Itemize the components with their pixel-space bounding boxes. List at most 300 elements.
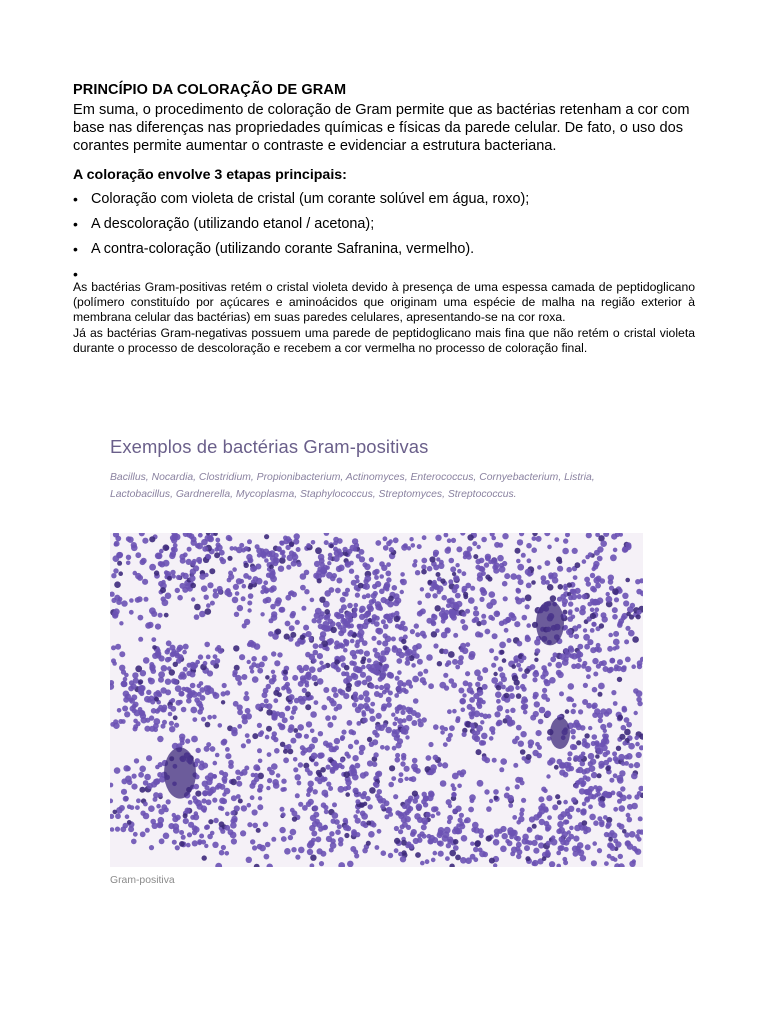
bullet-icon: • (73, 241, 78, 257)
coccus-cell (636, 614, 641, 619)
coccus-cell (546, 795, 552, 801)
coccus-cell (422, 535, 427, 540)
coccus-cell (547, 584, 554, 591)
coccus-cell (306, 801, 312, 807)
coccus-cell (377, 829, 382, 834)
coccus-cell (182, 573, 188, 579)
coccus-cell (593, 672, 598, 677)
coccus-cell (576, 769, 580, 773)
coccus-cell (226, 535, 232, 541)
coccus-cell (113, 722, 120, 729)
cocci-layer (110, 533, 643, 867)
coccus-cell (298, 847, 305, 854)
coccus-cell (350, 846, 356, 852)
coccus-cell (330, 768, 336, 774)
coccus-cell (212, 774, 217, 779)
coccus-cell (437, 762, 442, 767)
coccus-cell (573, 755, 579, 761)
coccus-cell (389, 547, 394, 552)
coccus-cell (274, 600, 281, 607)
coccus-cell (318, 644, 323, 649)
coccus-cell (406, 650, 411, 655)
coccus-cell (256, 548, 262, 554)
coccus-cell (322, 664, 326, 668)
coccus-cell (329, 831, 334, 836)
coccus-cell (449, 558, 455, 564)
coccus-cell (507, 638, 512, 643)
coccus-cell (317, 678, 324, 685)
coccus-cell (283, 676, 288, 681)
coccus-cell (148, 677, 152, 681)
coccus-cell (121, 789, 127, 795)
coccus-cell (532, 750, 538, 756)
coccus-cell (526, 543, 532, 549)
coccus-cell (340, 614, 344, 618)
coccus-cell (122, 706, 128, 712)
coccus-cell (272, 677, 277, 682)
coccus-cell (156, 653, 161, 658)
coccus-cell (249, 665, 254, 670)
coccus-cell (460, 769, 466, 775)
coccus-cell (480, 720, 484, 724)
coccus-cell (498, 681, 503, 686)
coccus-cell (176, 647, 181, 652)
coccus-cell (295, 733, 301, 739)
coccus-cell (575, 607, 580, 612)
coccus-cell (266, 726, 272, 732)
coccus-cell (527, 558, 532, 563)
coccus-cell (618, 863, 625, 867)
coccus-cell (324, 533, 330, 536)
coccus-cell (191, 736, 198, 743)
coccus-cell (560, 839, 566, 845)
coccus-cell (247, 576, 251, 580)
coccus-cell (404, 766, 410, 772)
coccus-cell (528, 840, 533, 845)
coccus-cell (376, 628, 383, 635)
coccus-cell (308, 840, 315, 847)
coccus-cell (443, 649, 449, 655)
coccus-cell (446, 547, 451, 552)
coccus-cell (333, 537, 339, 543)
coccus-cell (251, 780, 257, 786)
coccus-cell (394, 826, 399, 831)
coccus-cell (636, 697, 642, 703)
coccus-cell (413, 698, 419, 704)
coccus-cell (512, 675, 518, 681)
coccus-cell (334, 645, 339, 650)
coccus-cell (522, 687, 527, 692)
coccus-cell (335, 588, 341, 594)
coccus-cell (420, 677, 426, 683)
coccus-cell (455, 563, 459, 567)
coccus-cell (263, 822, 269, 828)
coccus-cell (197, 560, 202, 565)
coccus-cell (395, 597, 402, 604)
coccus-cell (348, 630, 353, 635)
coccus-cell (286, 687, 291, 692)
coccus-cell (271, 763, 278, 770)
coccus-cell (577, 594, 582, 599)
coccus-cell (634, 711, 638, 715)
coccus-cell (111, 598, 116, 603)
coccus-cell (183, 818, 189, 824)
coccus-cell (221, 845, 226, 850)
coccus-cell (356, 809, 360, 813)
coccus-cell (401, 639, 406, 644)
coccus-cell (295, 774, 301, 780)
coccus-cell (263, 688, 269, 694)
coccus-cell (504, 693, 510, 699)
coccus-cell (367, 737, 372, 742)
coccus-cell (210, 660, 216, 666)
coccus-cell (468, 807, 474, 813)
coccus-cell (637, 664, 642, 669)
coccus-cell (186, 559, 192, 565)
coccus-cell (433, 724, 439, 730)
coccus-cell (242, 584, 247, 589)
coccus-cell (250, 795, 255, 800)
coccus-cell (515, 686, 520, 691)
coccus-cell (346, 826, 352, 832)
coccus-cell (412, 798, 418, 804)
coccus-cell (258, 796, 262, 800)
coccus-cell (143, 780, 149, 786)
coccus-cell (344, 592, 349, 597)
coccus-cell (532, 536, 537, 541)
coccus-cell (563, 800, 568, 805)
coccus-cell (582, 820, 588, 826)
coccus-cell (351, 611, 357, 617)
coccus-cell (250, 566, 256, 572)
coccus-cell (560, 811, 566, 817)
coccus-cell (150, 699, 155, 704)
coccus-cell (170, 645, 176, 651)
coccus-cell (311, 675, 317, 681)
coccus-cell (453, 575, 459, 581)
coccus-cell (306, 543, 311, 548)
coccus-cell (114, 581, 121, 588)
coccus-cell (210, 746, 216, 752)
coccus-cell (563, 538, 568, 543)
coccus-cell (202, 791, 207, 796)
coccus-cell (526, 583, 532, 589)
coccus-cell (435, 535, 441, 541)
coccus-cell (617, 777, 624, 784)
coccus-cell (475, 840, 481, 846)
coccus-cell (110, 814, 114, 819)
coccus-cell (288, 694, 294, 700)
coccus-cell (358, 694, 364, 700)
coccus-cell (153, 718, 160, 725)
coccus-cell (126, 561, 131, 566)
coccus-cell (436, 811, 441, 816)
coccus-cell (414, 623, 419, 628)
coccus-cell (597, 773, 602, 778)
coccus-cell (604, 734, 609, 739)
coccus-cell (149, 536, 155, 542)
coccus-cell (384, 582, 390, 588)
coccus-cell (371, 822, 376, 827)
coccus-cell (248, 640, 255, 647)
dark-aggregate (536, 601, 564, 646)
coccus-cell (222, 683, 227, 688)
coccus-cell (118, 597, 123, 602)
coccus-cell (354, 740, 359, 745)
coccus-cell (173, 662, 178, 667)
coccus-cell (317, 848, 323, 854)
coccus-cell (415, 570, 420, 575)
coccus-cell (482, 684, 488, 690)
coccus-cell (575, 562, 581, 568)
coccus-cell (421, 824, 427, 830)
coccus-cell (157, 736, 163, 742)
coccus-cell (481, 589, 488, 596)
coccus-cell (362, 717, 368, 723)
coccus-cell (340, 758, 345, 763)
coccus-cell (570, 744, 576, 750)
coccus-cell (457, 569, 462, 574)
coccus-cell (343, 693, 349, 699)
coccus-cell (362, 623, 368, 629)
coccus-cell (417, 659, 423, 665)
coccus-cell (576, 740, 581, 745)
coccus-cell (241, 743, 246, 748)
coccus-cell (612, 588, 619, 595)
coccus-cell (567, 582, 572, 587)
coccus-cell (524, 845, 530, 851)
coccus-cell (599, 764, 604, 769)
coccus-cell (354, 603, 359, 608)
coccus-cell (441, 595, 447, 601)
coccus-cell (145, 622, 151, 628)
coccus-cell (346, 754, 351, 759)
coccus-cell (204, 746, 210, 752)
coccus-cell (334, 819, 340, 825)
coccus-cell (570, 729, 576, 735)
coccus-cell (603, 533, 609, 537)
coccus-cell (172, 534, 178, 540)
coccus-cell (557, 821, 564, 828)
coccus-cell (402, 626, 408, 632)
coccus-cell (586, 581, 591, 586)
coccus-cell (374, 569, 380, 575)
coccus-cell (219, 821, 225, 827)
coccus-cell (463, 594, 468, 599)
coccus-cell (206, 779, 213, 786)
coccus-cell (376, 665, 382, 671)
coccus-cell (415, 632, 420, 637)
coccus-cell (588, 552, 593, 557)
coccus-cell (508, 803, 513, 808)
coccus-cell (254, 864, 260, 867)
coccus-cell (533, 692, 539, 698)
coccus-cell (518, 741, 524, 747)
coccus-cell (634, 762, 640, 768)
coccus-cell (400, 579, 405, 584)
coccus-cell (179, 583, 185, 589)
coccus-cell (333, 692, 339, 698)
coccus-cell (444, 727, 448, 731)
coccus-cell (219, 850, 225, 856)
coccus-cell (193, 814, 199, 820)
coccus-cell (366, 841, 371, 846)
coccus-cell (305, 768, 310, 773)
coccus-cell (329, 544, 333, 548)
coccus-cell (331, 761, 337, 767)
coccus-cell (485, 629, 491, 635)
coccus-cell (110, 592, 115, 597)
coccus-cell (388, 596, 394, 602)
coccus-cell (201, 585, 208, 592)
coccus-cell (638, 786, 643, 792)
coccus-cell (496, 720, 502, 726)
coccus-cell (256, 828, 261, 833)
coccus-cell (247, 660, 251, 664)
coccus-cell (589, 814, 596, 821)
coccus-cell (363, 583, 370, 590)
coccus-cell (135, 552, 141, 558)
coccus-cell (125, 776, 132, 783)
coccus-cell (311, 540, 316, 545)
coccus-cell (183, 644, 189, 650)
coccus-cell (369, 684, 374, 689)
coccus-cell (365, 796, 370, 801)
coccus-cell (573, 836, 579, 842)
coccus-cell (206, 799, 212, 805)
coccus-cell (200, 695, 206, 701)
coccus-cell (135, 573, 141, 579)
coccus-cell (285, 706, 290, 711)
coccus-cell (313, 650, 319, 656)
coccus-cell (409, 777, 413, 781)
coccus-cell (343, 771, 350, 778)
coccus-cell (612, 751, 617, 756)
coccus-cell (212, 692, 217, 697)
coccus-cell (270, 576, 277, 583)
coccus-cell (272, 779, 279, 786)
coccus-cell (251, 656, 257, 662)
coccus-cell (462, 693, 466, 697)
coccus-cell (281, 812, 286, 817)
coccus-cell (423, 669, 428, 674)
coccus-cell (391, 637, 396, 642)
coccus-cell (476, 725, 483, 732)
coccus-cell (281, 779, 286, 784)
coccus-cell (398, 829, 403, 834)
coccus-cell (158, 581, 164, 587)
coccus-cell (293, 728, 298, 733)
coccus-cell (129, 698, 135, 704)
coccus-cell (266, 709, 272, 715)
coccus-cell (405, 816, 411, 822)
coccus-cell (385, 727, 392, 734)
coccus-cell (567, 757, 572, 762)
coccus-cell (405, 660, 411, 666)
coccus-cell (347, 720, 353, 726)
coccus-cell (292, 675, 298, 681)
coccus-cell (475, 682, 480, 687)
coccus-cell (637, 610, 642, 615)
coccus-cell (449, 609, 455, 615)
coccus-cell (279, 607, 285, 613)
coccus-cell (155, 624, 161, 630)
coccus-cell (401, 544, 407, 550)
coccus-cell (514, 836, 519, 841)
coccus-cell (627, 804, 633, 810)
coccus-cell (369, 708, 375, 714)
coccus-cell (610, 830, 615, 835)
coccus-cell (293, 767, 298, 772)
coccus-cell (204, 825, 209, 830)
coccus-cell (554, 537, 559, 542)
coccus-cell (328, 638, 334, 644)
coccus-cell (387, 601, 394, 608)
coccus-cell (446, 799, 452, 805)
coccus-cell (492, 633, 498, 639)
coccus-cell (371, 593, 377, 599)
coccus-cell (169, 726, 175, 732)
coccus-cell (481, 733, 488, 740)
coccus-cell (377, 789, 382, 794)
coccus-cell (455, 665, 460, 670)
coccus-cell (224, 788, 231, 795)
coccus-cell (616, 746, 621, 751)
coccus-cell (437, 585, 444, 592)
coccus-cell (231, 795, 237, 801)
coccus-cell (317, 619, 322, 624)
coccus-cell (195, 791, 201, 797)
coccus-cell (236, 578, 242, 584)
coccus-cell (302, 688, 307, 693)
coccus-cell (504, 573, 510, 579)
coccus-cell (168, 705, 173, 710)
coccus-cell (452, 808, 457, 813)
coccus-cell (500, 650, 505, 655)
coccus-cell (516, 559, 521, 564)
coccus-cell (603, 815, 608, 820)
coccus-cell (310, 863, 315, 867)
coccus-cell (169, 721, 174, 726)
coccus-cell (582, 738, 587, 743)
coccus-cell (181, 835, 186, 840)
coccus-cell (310, 711, 317, 718)
coccus-cell (347, 861, 354, 867)
coccus-cell (205, 608, 212, 615)
coccus-cell (465, 642, 470, 647)
coccus-cell (536, 730, 542, 736)
coccus-cell (172, 679, 178, 685)
coccus-cell (634, 736, 639, 741)
coccus-cell (304, 570, 310, 576)
coccus-cell (399, 772, 404, 777)
coccus-cell (552, 804, 558, 810)
coccus-cell (431, 814, 436, 819)
coccus-cell (511, 847, 517, 853)
coccus-cell (167, 576, 172, 581)
coccus-cell (502, 581, 508, 587)
coccus-cell (158, 822, 163, 827)
coccus-cell (401, 756, 406, 761)
coccus-cell (500, 758, 507, 765)
coccus-cell (545, 560, 551, 566)
coccus-cell (588, 761, 593, 766)
coccus-cell (436, 572, 441, 577)
coccus-cell (190, 683, 196, 689)
coccus-cell (264, 699, 269, 704)
coccus-cell (404, 777, 408, 781)
coccus-cell (239, 543, 244, 548)
